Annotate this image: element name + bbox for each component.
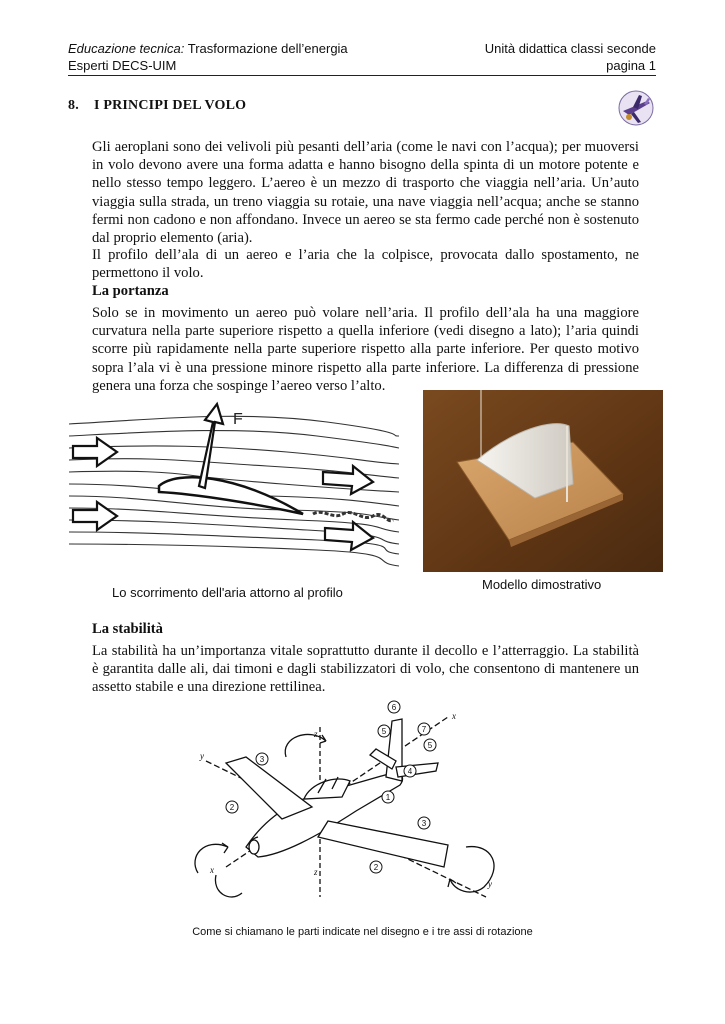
header-unit: Unità didattica classi seconde [484,41,656,56]
callout-6 [388,701,400,713]
header-subject [68,41,348,56]
callout-2a [226,801,238,813]
svg-text:6: 6 [391,703,397,712]
airflow-caption: Lo scorrimento dell'aria attorno al profilo [112,585,343,600]
callout-1 [382,791,394,803]
callout-3a [256,753,268,765]
svg-text:4: 4 [407,767,413,776]
section-title [68,98,246,114]
force-label: F [233,411,243,428]
svg-text:3: 3 [259,755,265,764]
airplane-axes-diagram [186,697,520,920]
model-caption: Modello dimostrativo [482,577,602,592]
lift-heading: La portanza [92,283,169,299]
section-number: 8. [68,98,79,113]
axis-x-label: x [452,711,456,721]
callout-5a [378,725,390,737]
callout-3b [418,817,430,829]
wing-model-photo [423,390,663,572]
svg-text:2: 2 [373,863,379,872]
svg-text:1: 1 [385,793,391,802]
callout-7 [418,723,430,735]
airflow-diagram [67,390,399,576]
svg-text:5: 5 [381,727,387,736]
plane-caption: Come si chiamano le parti indicate nel disegno e i tre assi di rotazione [192,926,533,938]
section-title-text: I PRINCIPI DEL VOLO [94,98,247,113]
profile-paragraph: Il profilo dell’ala di un aereo e l’aria che la colpisce, provocata dallo spostamento, ne permettono il volo. [92,247,639,282]
stability-paragraph: La stabilità ha un’importanza vitale soprattutto durante il decollo e l’atterraggio. La stabilità è garantita dalle ali, dai timoni e dagli stabilizzatori di volo, che consentono di mantenere un assetto stabile e una direzione rettilinea. [92,643,639,696]
axis-z-label: z [314,729,318,739]
callout-2b [370,861,382,873]
airplane-logo-icon [617,89,655,127]
svg-text:3: 3 [421,819,427,828]
stability-heading: La stabilità [92,621,163,637]
axis-z-label-2: z [314,867,318,877]
axis-y-label-2: y [488,879,492,889]
intro-paragraph: Gli aeroplani sono dei velivoli più pesanti dell’aria (come le navi con l’acqua); per muoversi in volo devono avere una forma adatta e hanno bisogno della spinta di un motore potente e nello stesso tempo leggero. L’aereo è un mezzo di trasporto che viaggia nell’aria. Un’auto viaggia sulla strada, un treno viaggia su rotaie, una nave viaggia nell’acqua; anche se stanno fermi non cadono e non affondano. Invece un aereo se sta fermo cade perché non è sostenuto dal proprio elemento (aria). [92,139,639,247]
lift-paragraph: Solo se in movimento un aereo può volare nell’aria. Il profilo dell’ala ha una maggiore curvatura nella parte superiore rispetto a quella inferiore (vedi disegno a lato); l’aria quindi scorre più rapidamente nella parte superiore rispetto alla parte inferiore. Per questo motivo sopra l’ala vi è una pressione minore rispetto alla parte inferiore. La differenza di pressione genera una forza che sospinge l’aereo verso l’alto. [92,305,639,394]
header-subject-italic: Educazione tecnica: [68,41,185,56]
callout-4 [404,765,416,777]
svg-text:2: 2 [229,803,235,812]
svg-text:7: 7 [421,725,427,734]
axis-y-label: y [200,751,204,761]
axis-x-label-2: x [210,865,214,875]
header-page-number: pagina 1 [606,58,656,73]
header-subject-rest: Trasformazione dell’energia [184,41,348,56]
svg-text:5: 5 [427,741,433,750]
header-divider [68,75,656,76]
header-authors: Esperti DECS-UIM [68,58,177,73]
callout-5b [424,739,436,751]
